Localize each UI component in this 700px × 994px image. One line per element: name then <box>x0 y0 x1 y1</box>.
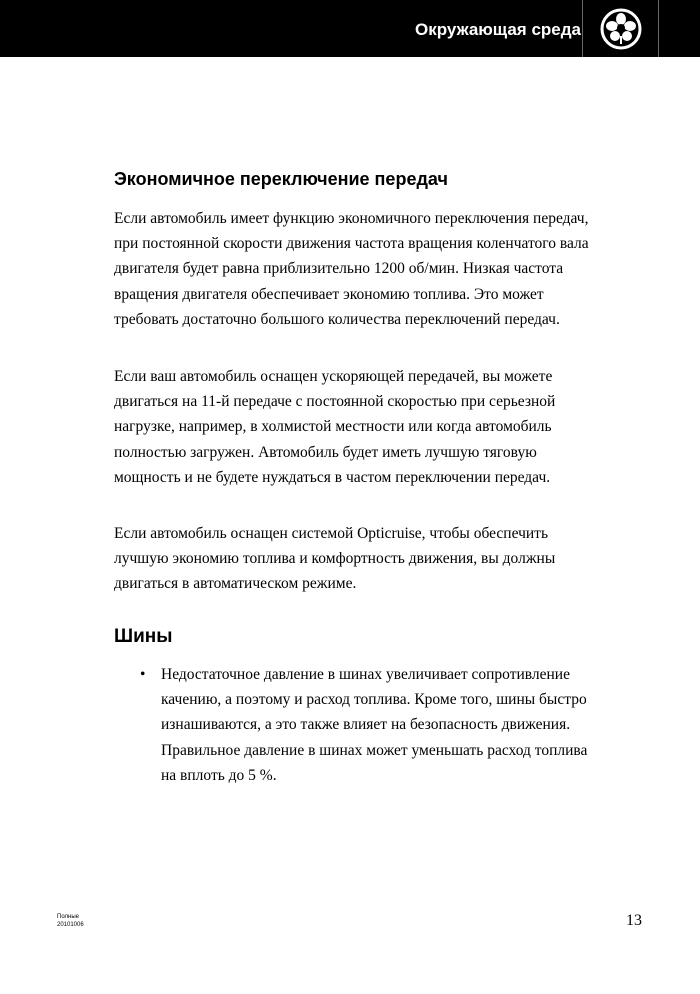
footer-line-1: Полные <box>57 914 79 920</box>
header-bar <box>0 0 700 57</box>
paragraph: Если ваш автомобиль оснащен ускоряющей передачей, вы можете двигаться на 11-й передаче с постоянной скоростью при серьезной нагрузке, например, в холмистой местности или когда автомобиль полностью загружен. Автомобиль будет иметь лучшую тяговую мощность и не будете нуждаться в частом переключении передач. <box>114 368 556 486</box>
bullet-icon: • <box>140 666 146 683</box>
logo <box>582 0 659 57</box>
list-item-text: Недостаточное давление в шинах увеличивает сопротивление качению, а поэтому и расход топлива. Кроме того, шины быстро изнашиваются, а это также влияет на безопасность движения. Правильное давление в шинах может уменьшать расход топлива на вплоть до 5 %. <box>161 666 588 784</box>
heading-economic-gear-shifting: Экономичное переключение передач <box>114 169 448 189</box>
footer-date: 20101006 <box>57 922 84 928</box>
page-number: 13 <box>626 912 642 929</box>
flower-logo-icon <box>599 7 643 51</box>
paragraph: Если автомобиль оснащен системой Opticruise, чтобы обеспечить лучшую экономию топлива и комфортность движения, вы должны двигаться в автоматическом режиме. <box>114 525 556 593</box>
paragraph: Если автомобиль имеет функцию экономичного переключения передач, при постоянной скорости движения частота вращения коленчатого вала двигателя будет равна приблизительно 1200 об/мин. Низкая частота вращения двигателя обеспечивает экономию топлива. Это может требовать достаточно большого количества переключений передач. <box>114 210 589 328</box>
heading-tires: Шины <box>114 626 173 647</box>
footer-info <box>57 913 84 929</box>
section-title: Окружающая среда <box>415 20 581 39</box>
